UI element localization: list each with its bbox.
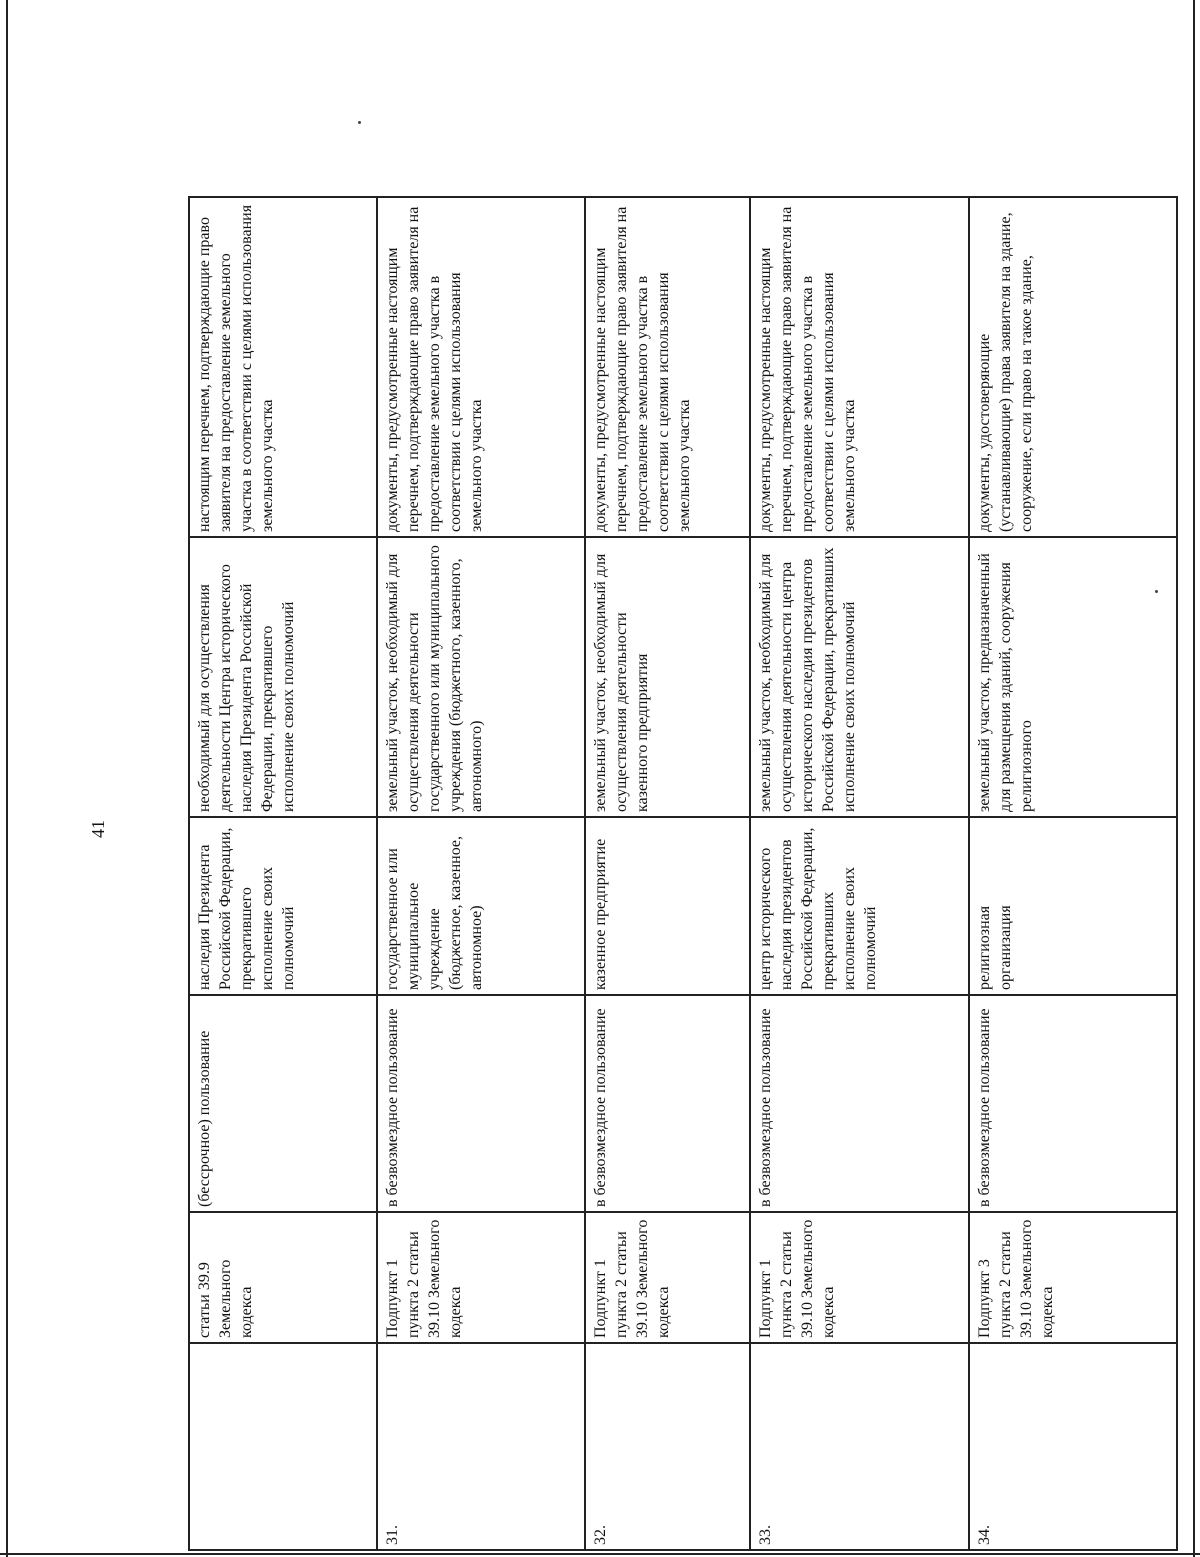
cell-text: настоящим перечнем, подтверждающие право заявителя на предоставление земельного участка в соответствии с целями использования земельного участка [196,204,276,532]
table-row [190,198,378,1549]
cell-text: Подпункт 1 пункта 2 статьи 39.10 Земельного кодекса [757,1219,837,1338]
documents-cell [751,198,968,538]
cell-text: документы, удостоверяющие (устанавливающие) права заявителя на здание, сооружение, если право на такое здание, [976,212,1035,532]
cell-text: земельный участок, необходимый для осуществления деятельности центра исторического наследия президентов Российской Федерации, прекративших исполнение своих полномочий [757,547,858,812]
table-row [378,198,586,1549]
applicant-cell [190,818,376,996]
cell-text: казенное предприятие [592,838,609,990]
cell-text [190,1344,378,1551]
cell-text: земельный участок, необходимый для осуществления деятельности государственного или муниципального учреждения (бюджетного, казенного, автономного) [384,545,485,812]
applicant-cell [751,818,968,996]
cell-text: в безвозмездное пользование [757,1008,774,1207]
cell-text: Подпункт 1 пункта 2 статьи 39.10 Земельного кодекса [592,1219,672,1338]
applicant-cell [970,818,1176,996]
scan-frame-bottom [0,1553,1200,1555]
right-type-cell [970,996,1176,1213]
cell-text: центр исторического наследия президентов Российской Федерации, прекративших исполнение своих полномочий [757,827,879,990]
documents-cell [378,198,584,538]
land-plot-cell [970,538,1176,818]
cell-text: религиозная организация [976,905,1014,990]
cell-text: документы, предусмотренные настоящим перечнем, подтверждающие право заявителя на предоставление земельного участка в соответствии с целями использования земельного участка [757,206,858,532]
land-plot-cell [378,538,584,818]
table-row [970,198,1176,1549]
land-plot-cell [586,538,749,818]
basis-cell [751,1213,968,1344]
documents-cell [970,198,1176,538]
scan-frame-left [6,0,8,1557]
cell-text: необходимый для осуществления деятельности Центра исторического наследия Президента Российской Федерации, прекратившего исполнение своих полномочий [196,564,297,812]
land-plot-cell [190,538,376,818]
cell-text: 32. [592,1525,609,1545]
land-plot-cell [751,538,968,818]
cell-text: Подпункт 1 пункта 2 статьи 39.10 Земельного кодекса [384,1219,464,1338]
documents-cell [190,198,376,538]
cell-text: 31. [384,1525,401,1545]
applicant-cell [586,818,749,996]
page-number: 41 [88,820,108,838]
right-type-cell [751,996,968,1213]
right-type-cell [586,996,749,1213]
document-table [188,196,1178,1551]
cell-text: статьи 39.9 Земельного кодекса [196,1259,255,1338]
cell-text: в безвозмездное пользование [976,1008,993,1207]
row-number-cell [751,1344,968,1551]
cell-text: (бессрочное) пользование [196,1030,213,1207]
cell-text: документы, предусмотренные настоящим перечнем, подтверждающие право заявителя на предоставление земельного участка в соответствии с целями использования земельного участка [384,206,485,532]
row-number-cell [970,1344,1176,1551]
cell-text: земельный участок, необходимый для осуществления деятельности казенного предприятия [592,553,651,812]
row-number-cell [586,1344,749,1551]
row-number-cell [190,1344,376,1551]
applicant-cell [378,818,584,996]
basis-cell [190,1213,376,1344]
row-number-cell [378,1344,584,1551]
right-type-cell [190,996,376,1213]
basis-cell [970,1213,1176,1344]
cell-text: земельный участок, предназначенный для размещения зданий, сооружения религиозного [976,553,1035,812]
cell-text: документы, предусмотренные настоящим перечнем, подтверждающие право заявителя на предоставление земельного участка в соответствии с целями использования земельного участка [592,206,693,532]
scan-frame-right [1193,0,1195,1557]
cell-text: в безвозмездное пользование [592,1008,609,1207]
cell-text: наследия Президента Российской Федерации, прекратившего исполнение своих полномочий [196,827,297,990]
scan-speck [358,121,361,124]
basis-cell [586,1213,749,1344]
cell-text: 34. [976,1525,993,1545]
documents-cell [586,198,749,538]
table-row [751,198,970,1549]
cell-text: государственное или муниципальное учреждение (бюджетное, казенное, автономное) [384,835,485,990]
cell-text: Подпункт 3 пункта 2 статьи 39.10 Земельного кодекса [976,1219,1056,1338]
table-row [586,198,751,1549]
cell-text: 33. [757,1525,774,1545]
right-type-cell [378,996,584,1213]
cell-text: в безвозмездное пользование [384,1008,401,1207]
basis-cell [378,1213,584,1344]
